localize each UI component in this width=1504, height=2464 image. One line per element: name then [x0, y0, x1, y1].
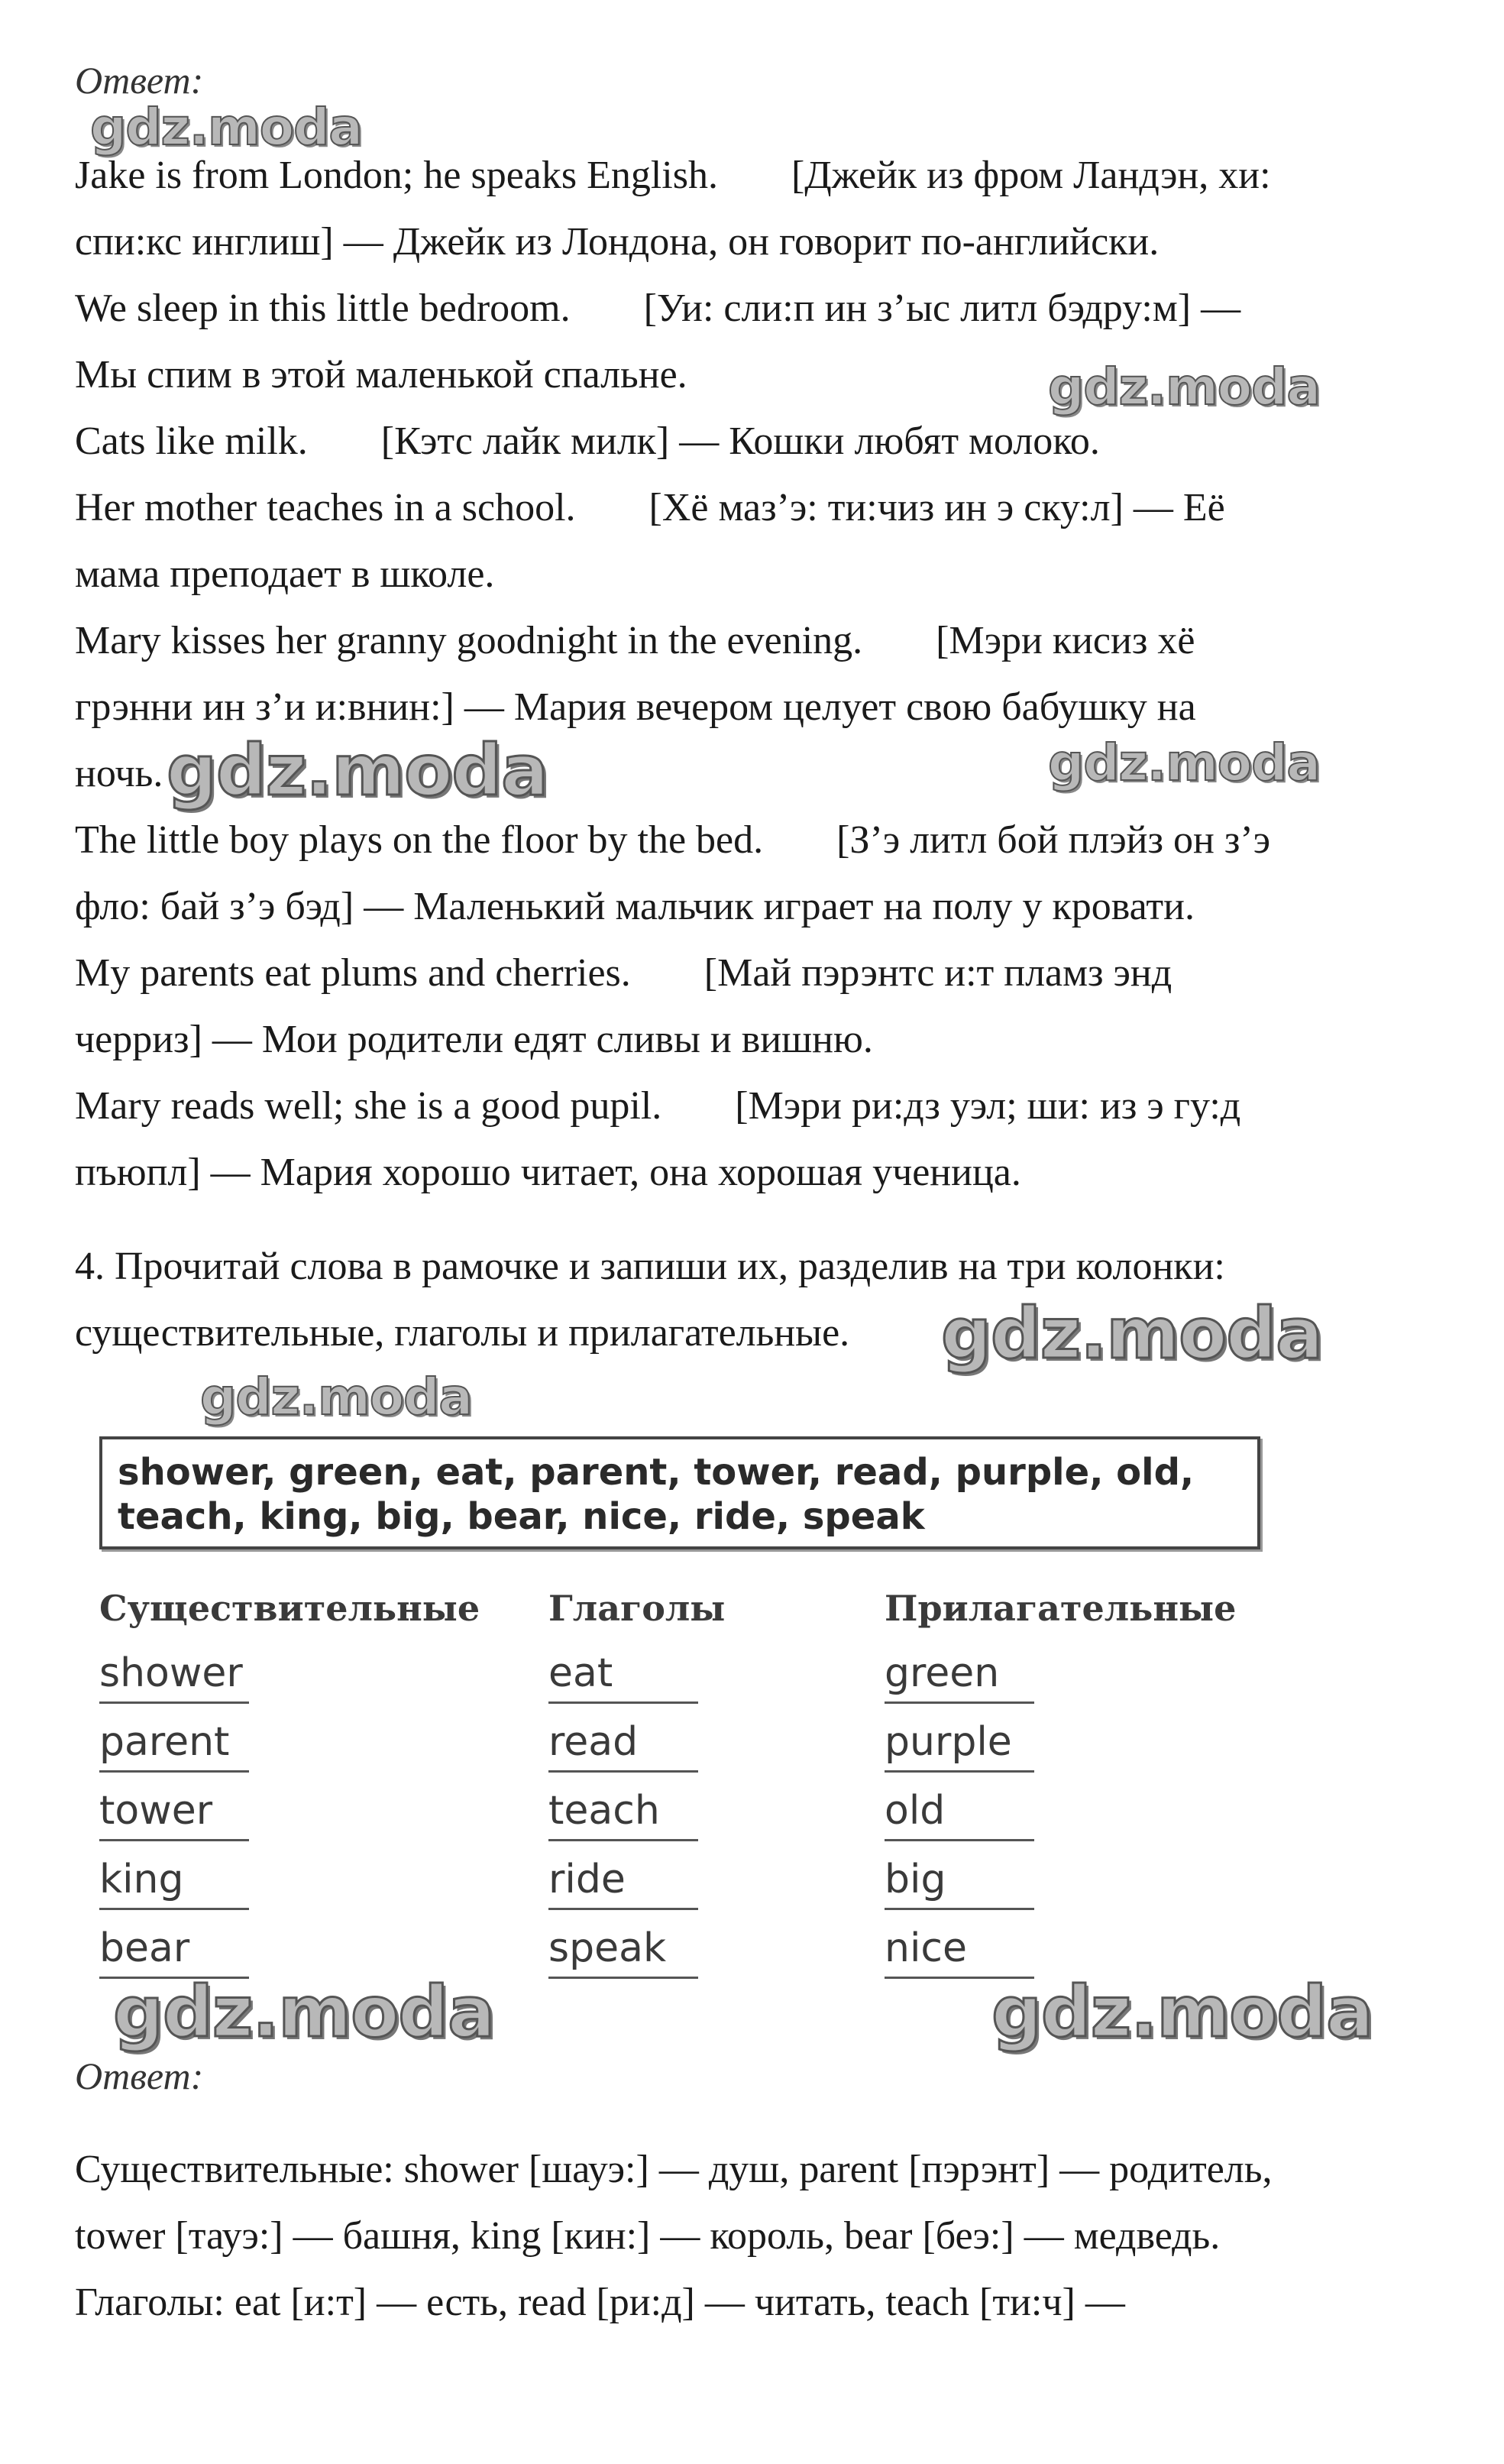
- sentence-1-line-1: [75, 153, 1271, 198]
- noun-cell: king: [99, 1849, 249, 1910]
- watermark: gdz.moda: [167, 730, 548, 811]
- answer-2-line-2: tower [тауэ:] — башня, king [кин:] — король, bear [беэ:] — медведь.: [75, 2214, 1221, 2258]
- sentence-8-line-1: [75, 1083, 1240, 1128]
- sentence-6-english: The little boy plays on the floor by the bed.: [75, 818, 764, 862]
- adjective-cell: big: [885, 1849, 1034, 1910]
- verb-cell: speak: [548, 1918, 698, 1979]
- watermark: gdz.moda: [113, 1971, 495, 2053]
- sentence-1-transcription: [Джейк из фром Ландэн, хи:: [791, 154, 1271, 197]
- sentence-2-line-1: [75, 286, 1240, 331]
- watermark: gdz.moda: [991, 1971, 1373, 2053]
- answer-2-line-3: Глаголы: eat [и:т] — есть, read [ри:д] — читать, teach [ти:ч] —: [75, 2281, 1125, 2324]
- sentence-3-transcription: [Кэтс лайк милк] — Кошки любят молоко.: [380, 419, 1100, 463]
- sentence-7-line-2: черриз] — Мои родители едят сливы и вишню.: [75, 1018, 873, 1061]
- sentence-5-line-3: ночь.: [75, 752, 163, 795]
- verb-cell: eat: [548, 1643, 698, 1704]
- sentence-3-english: Cats like milk.: [75, 419, 308, 463]
- sentence-5-line-1: [75, 618, 1195, 663]
- noun-cell: parent: [99, 1711, 249, 1773]
- adjective-cell: purple: [885, 1711, 1034, 1773]
- sentence-4-line-2: мама преподает в школе.: [75, 552, 495, 596]
- verb-cell: teach: [548, 1780, 698, 1841]
- sentence-1-english: Jake is from London; he speaks English.: [75, 154, 718, 197]
- sentence-2-english: We sleep in this little bedroom.: [75, 287, 571, 330]
- sentence-3-line-1: [75, 419, 1100, 464]
- watermark: gdz.moda: [1048, 733, 1320, 792]
- verb-cell: ride: [548, 1849, 698, 1910]
- sentence-5-transcription: [Мэри кисиз хё: [936, 619, 1195, 662]
- noun-cell: shower: [99, 1643, 249, 1704]
- adjective-cell: old: [885, 1780, 1034, 1841]
- column-header-nouns: Существительные: [99, 1588, 480, 1629]
- answer-2-line-1: Существительные: shower [шауэ:] — душ, parent [пэрэнт] — родитель,: [75, 2148, 1273, 2191]
- sentence-4-transcription: [Хё маз’э: ти:чиз ин э ску:л] — Её: [648, 486, 1225, 529]
- answer-label: Ответ:: [75, 59, 204, 102]
- task-4-line-1: 4. Прочитай слова в рамочке и запиши их, разделив на три колонки:: [75, 1245, 1225, 1288]
- word-box: [99, 1436, 1260, 1549]
- adjective-cell: green: [885, 1643, 1034, 1704]
- sentence-5-english: Mary kisses her granny goodnight in the evening.: [75, 619, 863, 662]
- task-4-line-2: существительные, глаголы и прилагательные.: [75, 1311, 850, 1355]
- watermark: gdz.moda: [90, 98, 362, 157]
- sentence-1-line-2: спи:кс инглиш] — Джейк из Лондона, он говорит по-английски.: [75, 220, 1160, 264]
- word-box-line-2: teach, king, big, bear, nice, ride, speak: [118, 1495, 925, 1538]
- sentence-4-english: Her mother teaches in a school.: [75, 486, 576, 529]
- sentence-5-line-2: грэнни ин з’и и:внин:] — Мария вечером целует свою бабушку на: [75, 685, 1196, 729]
- watermark: gdz.moda: [941, 1293, 1323, 1374]
- sentence-8-line-2: пъюпл] — Мария хорошо читает, она хорошая ученица.: [75, 1151, 1021, 1194]
- adjective-cell: nice: [885, 1918, 1034, 1979]
- verb-cell: read: [548, 1711, 698, 1773]
- sentence-7-transcription: [Май пэрэнтс и:т пламз энд: [703, 951, 1172, 995]
- answer-label: Ответ:: [75, 2054, 204, 2097]
- noun-cell: bear: [99, 1918, 249, 1979]
- sentence-7-english: My parents eat plums and cherries.: [75, 951, 631, 995]
- sentence-8-transcription: [Мэри ри:дз уэл; ши: из э гу:д: [735, 1084, 1241, 1128]
- sentence-2-transcription: [Уи: сли:п ин з’ыс литл бэдру:м] —: [643, 287, 1241, 330]
- watermark: gdz.moda: [200, 1368, 472, 1426]
- sentence-7-line-1: [75, 950, 1172, 996]
- sentence-4-line-1: [75, 485, 1225, 530]
- column-header-verbs: Глаголы: [548, 1588, 726, 1629]
- sentence-6-line-2: фло: бай з’э бэд] — Маленький мальчик играет на полу у кровати.: [75, 885, 1195, 928]
- sentence-6-line-1: [75, 818, 1270, 863]
- column-header-adjectives: Прилагательные: [885, 1588, 1237, 1629]
- sentence-8-english: Mary reads well; she is a good pupil.: [75, 1084, 662, 1128]
- noun-cell: tower: [99, 1780, 249, 1841]
- sentence-6-transcription: [З’э литл бой плэйз он з’э: [836, 818, 1271, 862]
- watermark: gdz.moda: [1048, 358, 1320, 416]
- word-box-line-1: shower, green, eat, parent, tower, read, purple, old,: [118, 1451, 1195, 1494]
- sentence-2-line-2: Мы спим в этой маленькой спальне.: [75, 353, 687, 397]
